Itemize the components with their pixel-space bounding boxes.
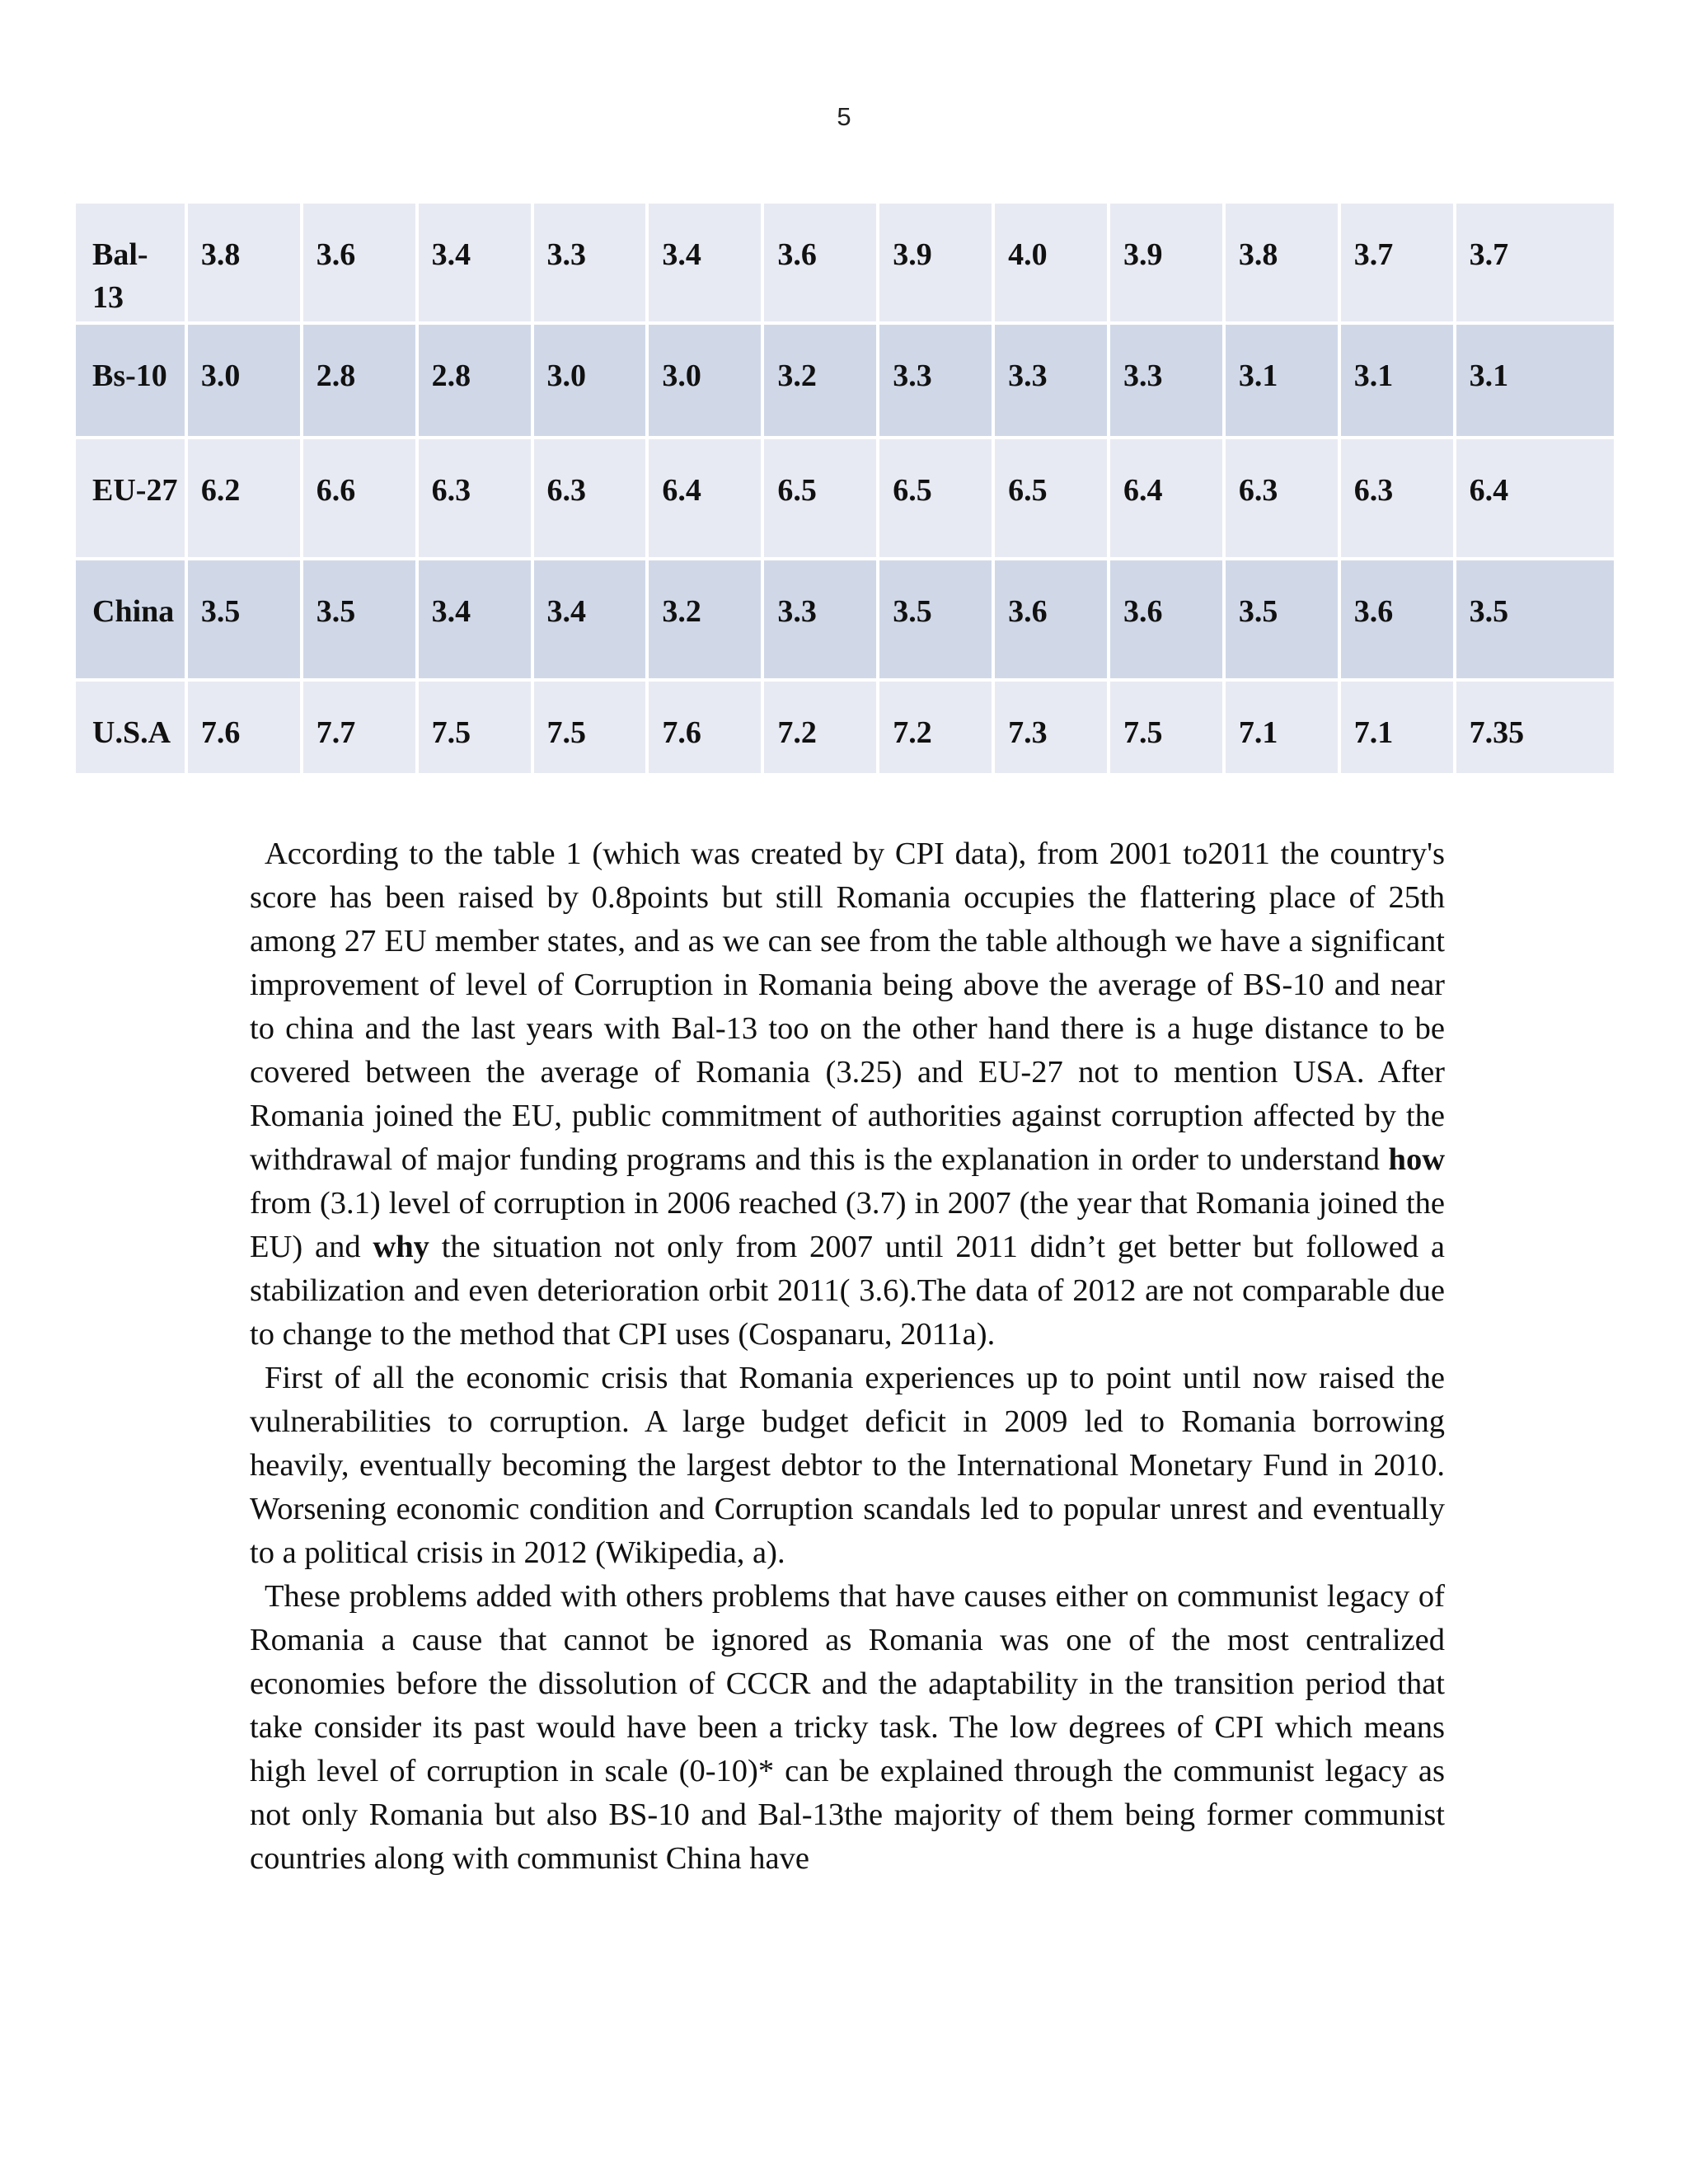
table-cell: 7.5 (532, 680, 648, 775)
table-cell: 3.6 (302, 202, 417, 323)
table-cell: 3.0 (532, 323, 648, 438)
table-cell: 3.6 (1109, 559, 1224, 680)
row-label: U.S.A (74, 680, 186, 775)
table-cell: 7.1 (1339, 680, 1455, 775)
table-cell: 3.1 (1455, 323, 1615, 438)
table-row (74, 680, 1615, 775)
table-cell: 6.3 (1224, 438, 1339, 559)
table-cell: 3.9 (1109, 202, 1224, 323)
table-cell: 7.3 (993, 680, 1109, 775)
paragraph-1-bold-why: why (373, 1230, 429, 1264)
paragraph-1 (250, 832, 1445, 1357)
table-cell: 6.4 (1455, 438, 1615, 559)
table-cell: 3.7 (1455, 202, 1615, 323)
page-number: 5 (837, 102, 851, 131)
table-cell: 6.5 (993, 438, 1109, 559)
body-text (250, 832, 1445, 1881)
table-row (74, 438, 1615, 559)
cpi-table (73, 200, 1617, 776)
row-label: China (74, 559, 186, 680)
table-cell: 7.2 (878, 680, 993, 775)
table-cell: 3.4 (417, 559, 532, 680)
table-cell: 3.2 (647, 559, 762, 680)
table-cell: 7.6 (186, 680, 302, 775)
table-cell: 3.4 (532, 559, 648, 680)
table-cell: 7.1 (1224, 680, 1339, 775)
paragraph-1-text-c: from (3.1) level of corruption in 2006 reached (3.7) in 2007 (the year that Romania joined the EU) and (250, 1186, 1445, 1264)
table-cell: 4.0 (993, 202, 1109, 323)
table-cell: 3.6 (993, 559, 1109, 680)
table-cell: 6.3 (1339, 438, 1455, 559)
table-row (74, 559, 1615, 680)
table-cell: 7.6 (647, 680, 762, 775)
table-cell: 6.5 (762, 438, 878, 559)
table-cell: 3.5 (186, 559, 302, 680)
table-cell: 3.5 (302, 559, 417, 680)
table-cell: 3.5 (878, 559, 993, 680)
table-cell: 2.8 (302, 323, 417, 438)
table-cell: 3.5 (1455, 559, 1615, 680)
table-cell: 6.4 (1109, 438, 1224, 559)
table-cell: 3.2 (762, 323, 878, 438)
paragraph-1-text-e: the situation not only from 2007 until 2011 didn’t get better but followed a stabilization and even deterioration orbit 2011( 3.6).The data of 2012 are not comparable due to change to the method that CPI uses (Cospanaru, 2011a). (250, 1230, 1446, 1352)
table-cell: 3.3 (762, 559, 878, 680)
table-cell: 3.7 (1339, 202, 1455, 323)
table-cell: 3.3 (878, 323, 993, 438)
table-cell: 6.4 (647, 438, 762, 559)
table-cell: 6.5 (878, 438, 993, 559)
table-row (74, 323, 1615, 438)
paragraph-3: These problems added with others problems that have causes either on communist legacy of Romania a cause that cannot be ignored as Romania was one of the most centralized economies before the dissolution of CCCR and the adaptability in the transition period that take consider its past would have been a tricky task. The low degrees of CPI which means high level of corruption in scale (0-10)* can be explained through the communist legacy as not only Romania but also BS-10 and Bal-13the majority of them being former communist countries along with communist China have (250, 1579, 1445, 1876)
table-cell: 3.6 (762, 202, 878, 323)
table-cell: 3.6 (1339, 559, 1455, 680)
table-cell: 6.3 (417, 438, 532, 559)
row-label: EU-27 (74, 438, 186, 559)
table-cell: 3.1 (1339, 323, 1455, 438)
table-cell: 3.3 (993, 323, 1109, 438)
paragraph-1-bold-how: how (1388, 1142, 1445, 1177)
table-cell: 7.5 (417, 680, 532, 775)
table-cell: 3.3 (532, 202, 648, 323)
table-cell: 7.5 (1109, 680, 1224, 775)
table-row (74, 202, 1615, 323)
table-cell: 3.8 (186, 202, 302, 323)
table-cell: 3.4 (417, 202, 532, 323)
table-cell: 7.2 (762, 680, 878, 775)
paragraph-1-text-a: According to the table 1 (which was created by CPI data), from 2001 to2011 the country's score has been raised by 0.8points but still Romania occupies the flattering place of 25th among 27 EU member states, and as we can see from the table although we have a significant improvement of level of Corruption in Romania being above the average of BS-10 and near to china and the last years with Bal-13 too on the other hand there is a huge distance to be covered between the average of Romania (3.25) and EU-27 not to mention USA. After Romania joined the EU, public commitment of authorities against corruption affected by the withdrawal of major funding programs and this is the explanation in order to understand (250, 837, 1445, 1177)
row-label: Bal-13 (74, 202, 186, 323)
table-cell: 3.8 (1224, 202, 1339, 323)
table-cell: 2.8 (417, 323, 532, 438)
table-cell: 3.1 (1224, 323, 1339, 438)
row-label: Bs-10 (74, 323, 186, 438)
table-cell: 6.2 (186, 438, 302, 559)
table-cell: 6.6 (302, 438, 417, 559)
table-cell: 3.0 (647, 323, 762, 438)
table-cell: 3.0 (186, 323, 302, 438)
table-cell: 7.35 (1455, 680, 1615, 775)
table-cell: 3.3 (1109, 323, 1224, 438)
table-cell: 3.9 (878, 202, 993, 323)
paragraph-2: First of all the economic crisis that Romania experiences up to point until now raised the vulnerabilities to corruption. A large budget deficit in 2009 led to Romania borrowing heavily, eventually becoming the largest debtor to the International Monetary Fund in 2010. Worsening economic condition and Corruption scandals led to popular unrest and eventually to a political crisis in 2012 (Wikipedia, a). (250, 1361, 1445, 1570)
table-cell: 7.7 (302, 680, 417, 775)
table-cell: 6.3 (532, 438, 648, 559)
table-cell: 3.5 (1224, 559, 1339, 680)
table-cell: 3.4 (647, 202, 762, 323)
